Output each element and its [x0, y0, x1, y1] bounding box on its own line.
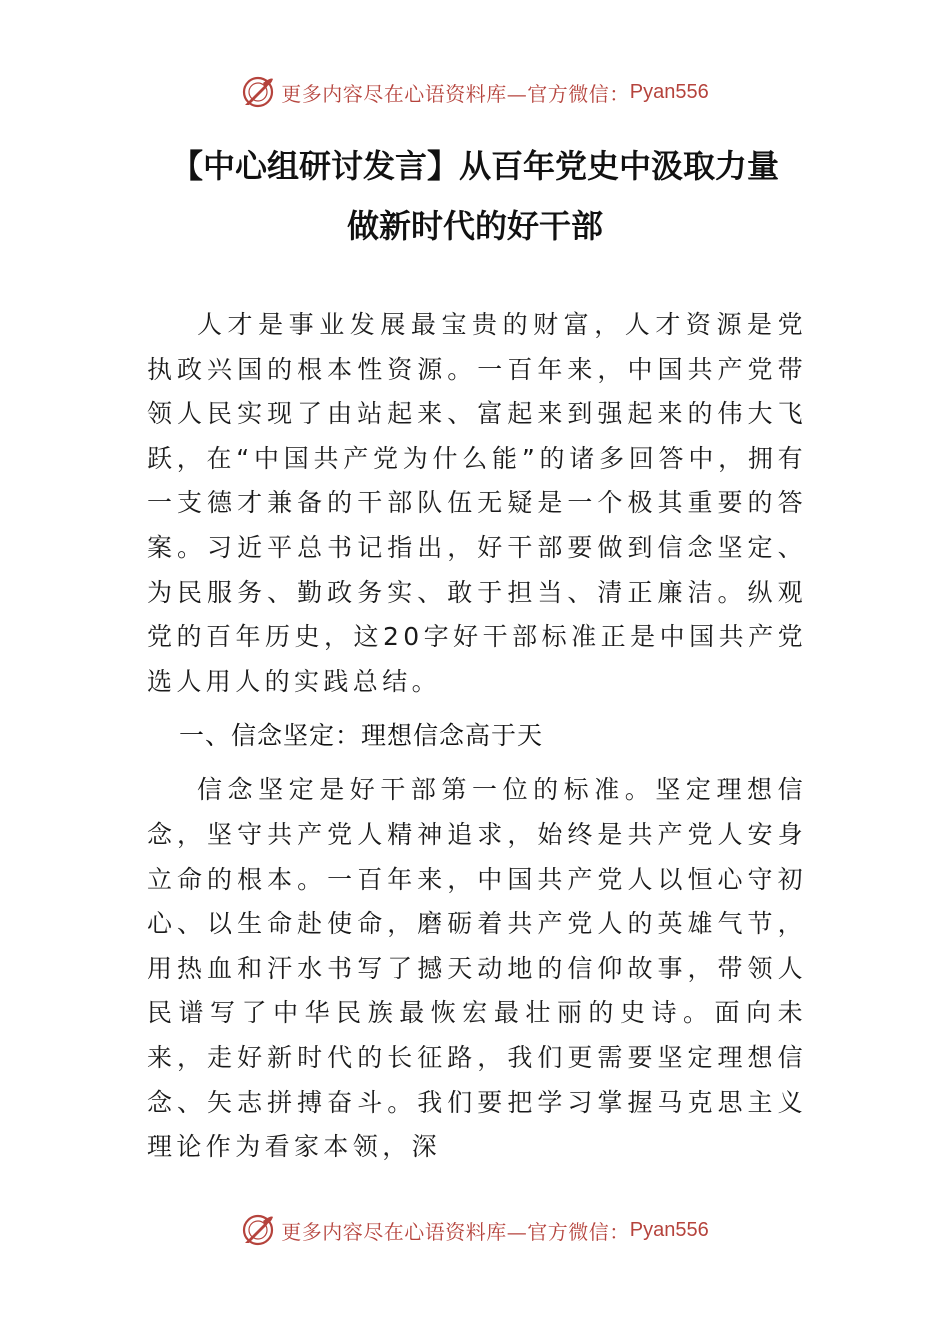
section-heading-1: 一、信念坚定：理想信念高于天: [179, 721, 544, 751]
watermark-text: 更多内容尽在心语资料库—官方微信：: [281, 1219, 630, 1244]
watermark-wechat-id: Pyan556: [629, 80, 709, 103]
footer-watermark: [0, 1210, 950, 1250]
pen-logo-icon: [241, 75, 275, 109]
watermark-wechat-id: Pyan556: [629, 1218, 709, 1241]
pen-logo-icon: [241, 1213, 275, 1247]
paragraph-section1: 信念坚定是好干部第一位的标准。坚定理想信念，坚守共产党人精神追求，始终是共产党人安身立命的根本。一百年来，中国共产党人以恒心守初心、以生命赴使命，磨砺着共产党人的英雄气节，用热血和汗水书写了撼天动地的信仰故事，带领人民谱写了中华民族最恢宏最壮丽的史诗。面向未来，走好新时代的长征路，我们更需要坚定理想信念、矢志拼搏奋斗。我们要把学习掌握马克思主义理论作为看家本领，深: [147, 775, 807, 1162]
document-body: [147, 303, 807, 1170]
watermark-text: 更多内容尽在心语资料库—官方微信：: [281, 81, 630, 106]
header-watermark: [0, 72, 950, 112]
document-title-line2: 做新时代的好干部: [346, 207, 603, 245]
paragraph-intro: 人才是事业发展最宝贵的财富，人才资源是党执政兴国的根本性资源。一百年来，中国共产党带领人民实现了由站起来、富起来到强起来的伟大飞跃，在“中国共产党为什么能”的诸多回答中，拥有一支德才兼备的干部队伍无疑是一个极其重要的答案。习近平总书记指出，好干部要做到信念坚定、为民服务、勤政务实、敢于担当、清正廉洁。纵观党的百年历史，这20字好干部标准正是中国共产党选人用人的实践总结。: [147, 310, 807, 696]
document-title-line1: 【中心组研讨发言】从百年党史中汲取力量: [170, 147, 779, 185]
